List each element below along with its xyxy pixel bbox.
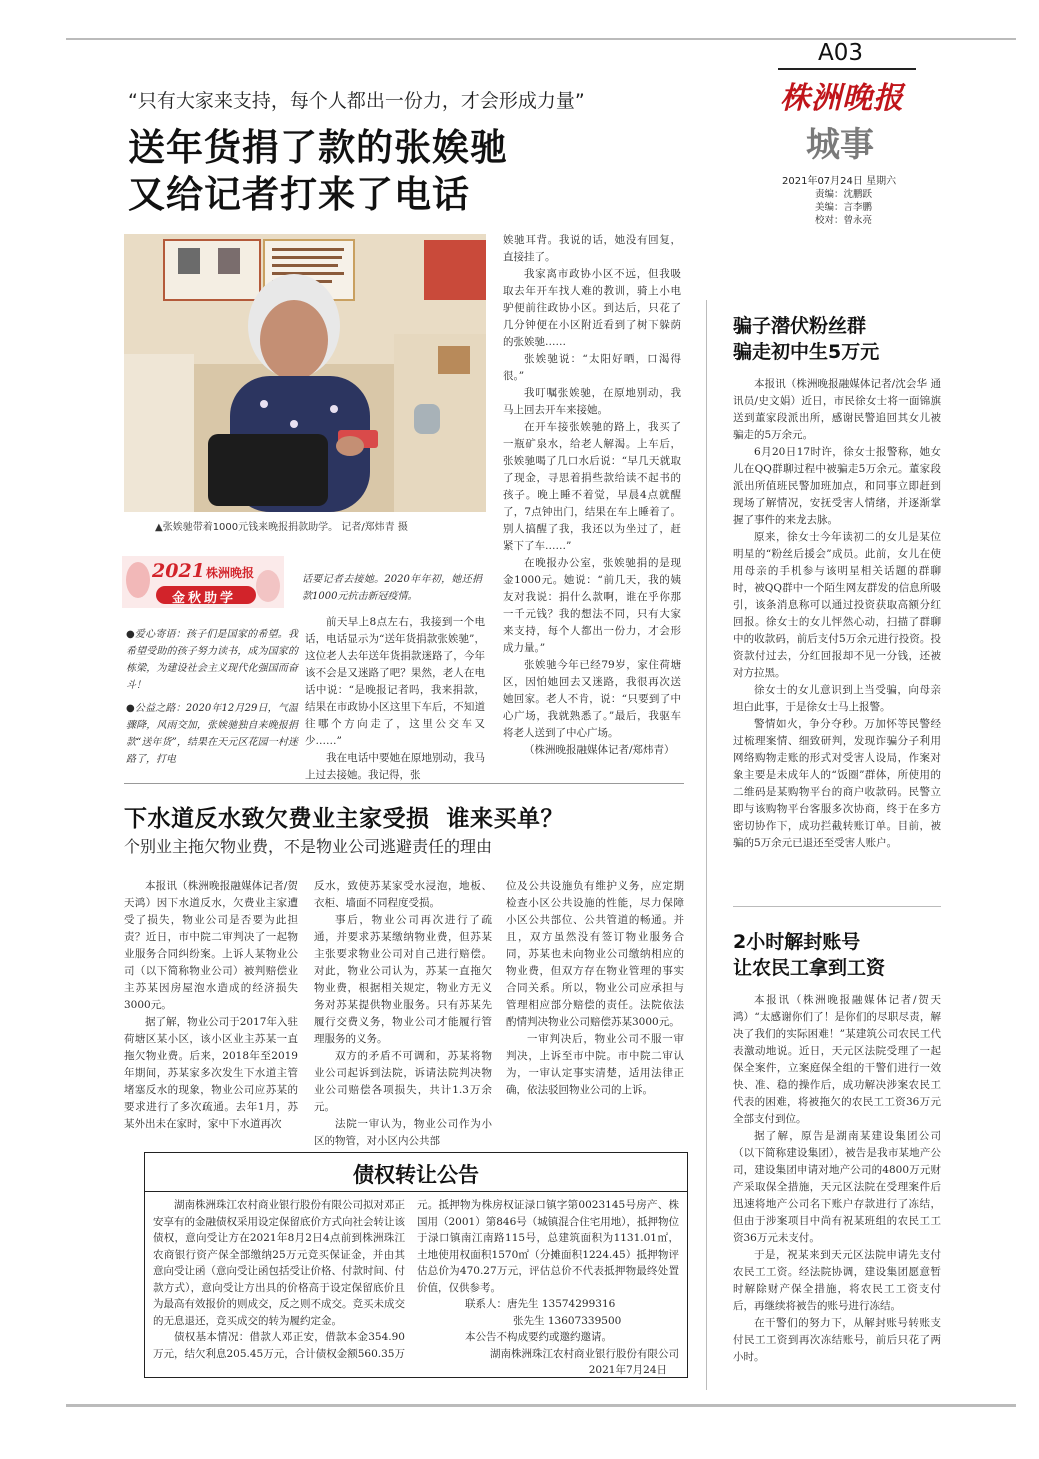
notice-contact-label: 联系人： (465, 1298, 507, 1310)
sewer-c3-p1: 位及公共设施负有维护义务，应定期检查小区公共设施的性能，尽力保障小区公共部位、公共管道的畅通。并且，双方虽然没有签订物业服务合同，苏某也未向物业公司缴纳相应的物业费，但双方存在物业管理的事实合同关系。所以，物业公司应承担与管理相应部分赔偿的责任。法院依法酌情判决物业公司赔偿苏某3000元。 (506, 880, 684, 1028)
debt-notice-box (144, 1152, 688, 1378)
masthead-rule (778, 68, 916, 70)
wage-body (733, 992, 941, 1366)
lead-right-p3: 张娭驰说：“太阳好晒，口渴得很。” (503, 353, 681, 382)
scam-p2: 6月20日17时许，徐女士报警称，她女儿在QQ群聊过程中被骗走5万余元。董家段派出所值班民警加班加点，和同事立即赶到现场了解情况，安抚受害人情绪，并逐渐掌握了事件的来龙去脉。 (733, 446, 941, 526)
lead-tail-text: 话要记者去接她。2020年年初，她还捐款1000元抗击新冠疫情。 (302, 574, 482, 602)
notice-contact-1: 唐先生 13574299316 (507, 1298, 616, 1310)
lead-title-line2: 又给记者打来了电话 (128, 173, 470, 216)
designer-credit: 美编：言李鹏 (815, 202, 873, 213)
editor-credit: 责编：沈鹏跃 (815, 189, 873, 200)
sewer-c2-p1: 反水，致使苏某家受水浸泡，地板、衣柜、墙面不同程度受损。 (314, 880, 492, 909)
lead-notes-column (126, 626, 298, 768)
proofreader-credit: 校对：曾永亮 (815, 215, 873, 226)
scam-title-line2: 骗走初中生5万元 (733, 341, 880, 363)
right-mid-rule (733, 906, 941, 907)
lead-title-line1: 送年货捐了款的张娭驰 (128, 126, 508, 169)
lead-right-p1: 娭驰耳背。我说的话，她没有回复，直接挂了。 (503, 234, 681, 263)
love-message: ●爱心寄语：孩子们是国家的希望。我希望受助的孩子努力读书，成为国家的栋梁，为建设社会主义现代化强国而奋斗！ (126, 629, 298, 691)
notice-date: 2021年7月24日 (588, 1364, 667, 1376)
badge-campaign: 金秋助学 (172, 591, 237, 606)
notice-title: 债权转让公告 (353, 1163, 479, 1187)
sewer-c2-p3: 双方的矛盾不可调和，苏某将物业公司起诉到法院，诉请法院判决物业公司赔偿各项损失，共计1.3万余元。 (314, 1050, 492, 1113)
wage-title-line1: 2小时解封账号 (733, 931, 861, 953)
lead-right-p4: 我叮嘱张娭驰，在原地别动，我马上回去开车来接她。 (503, 387, 681, 416)
lead-byline: （株洲晚报融媒体记者/郑炜青） (524, 744, 675, 756)
lead-right-p7: 张娭驰今年已经79岁，家住荷塘区，因怕她回去又迷路，我很再次送她回家。老人不肯，说：“只要到了中心广场，我就熟悉了。”最后，我驱车将老人送到了中心广场。 (503, 659, 681, 739)
wage-p1: 本报讯（株洲晚报融媒体记者/贺天鸿）“太感谢你们了！是你们的尽职尽责，解决了我们的实际困难！”某建筑公司农民工代表激动地说。近日，天元区法院受理了一起保全案件，立案庭保全组的干警们进行一效快、准、稳的操作后，成功解决涉案农民工代表的困难，将被拖欠的农民工工资36万元全部支付到位。 (733, 994, 941, 1125)
sewer-c1-p1: 本报讯（株洲晚报融媒体记者/贺天鸿）因下水道反水，欠费业主家遭受了损失，物业公司是否要为此担责？近日，市中院二审判决了一起物业服务合同纠纷案。上诉人某物业公司（以下简称物业公司）被判赔偿业主苏某因房屋泡水造成的经济损失3000元。 (124, 880, 298, 1011)
notice-col2 (417, 1197, 679, 1379)
scam-p3: 原来，徐女士今年读初二的女儿是某位明星的“粉丝后援会”成员。此前，女儿在使用母亲的手机参与该明星相关话题的群聊时，被QQ群中一个陌生网友群发的信息所吸引，该条消息称可以通过投资获取高额分红回报。徐女士的女儿怦然心动，扫描了群聊中的收款码，前后支付5万余元进行投资。投资款付过去，分红回报却不见一分钱，还被对方拉黑。 (733, 531, 941, 679)
notice-disclaimer: 本公告不构成要约或邀约邀请。 (465, 1331, 612, 1343)
wage-p2: 据了解，原告是湖南某建设集团公司（以下简称建设集团），被告是我市某地产公司，建设集团申请对地产公司的4800万元财产采取保全措施，天元区法院在受理案件后迅速将地产公司名下账户存款进行了冻结，但由于涉案项目中尚有祝某班组的农民工工资36万元未支付。 (733, 1130, 941, 1244)
sewer-col3 (506, 878, 684, 1099)
sewer-c2-p2: 事后，物业公司再次进行了疏通，并要求苏某缴纳物业费，但苏某主张要求物业公司对自己进行赔偿。对此，物业公司认为，苏某一直拖欠物业费，根据相关规定，物业方无义务对苏某提供物业服务。只有苏某先履行交费义务，物业公司才能履行管理服务的义务。 (314, 914, 492, 1045)
sewer-col1 (124, 878, 298, 1133)
photo-illustration (124, 234, 486, 512)
sewer-col2 (314, 878, 492, 1150)
scam-p1: 本报讯（株洲晚报融媒体记者/沈会华 通讯员/史文娟）近日，市民徐女士将一面锦旗送到董家段派出所，感谢民警追回其女儿被骗走的5万余元。 (733, 378, 941, 441)
notice-c2-text: 元。抵押物为株房权证渌口镇字第0023145号房产、株国用（2001）第846号（城镇混合住宅用地），抵押物位于渌口镇南江南路115号，总建筑面积为1131.01㎡，土地使用权面积1570㎡（分摊面积1224.45）抵押物评估总价为470.27万元，评估总价不代表抵押物最终处置价值，仅供参考。 (417, 1199, 680, 1294)
wage-p4: 在干警们的努力下，从解封账号转账支付民工工资到再次冻结账号，前后只花了两小时。 (733, 1317, 941, 1363)
paper-logo: 株洲晚报 (780, 81, 904, 116)
lead-mid-p1: 前天早上8点左右，我接到一个电话，电话显示为“送年货捐款张娭驰”，这位老人去年送年货捐款迷路了，今年该不会是又迷路了吧？果然，老人在电话中说：“是晚报记者吗，我来捐款，结果在市政协小区这里下车后，不知道往哪个方向走了，这里公交车又少……” (305, 616, 485, 747)
notice-signer: 湖南株洲珠江农村商业银行股份有限公司 (490, 1347, 679, 1360)
lead-column-right (503, 232, 681, 759)
lead-photo (124, 234, 486, 512)
scam-body (733, 376, 941, 852)
bottom-rule (66, 1404, 1016, 1407)
wage-p3: 于是，祝某来到天元区法院申请先支付农民工工资。经法院协调，建设集团愿意暂时解除财产保全措施，将农民工工资支付后，再继续将被告的账号进行冻结。 (733, 1249, 941, 1312)
charity-road: ●公益之路：2020年12月29日，气温骤降，风雨交加，张娭驰独自来晚报捐款“送年货”，结果在天元区花园一村迷路了，打电 (126, 703, 298, 765)
notice-contact-2: 张先生 13607339500 (513, 1314, 622, 1327)
sewer-subtitle: 个别业主拖欠物业费，不是物业公司逃避责任的理由 (124, 837, 493, 856)
notice-col1 (153, 1197, 405, 1362)
lead-column-mid (305, 614, 485, 784)
sewer-c2-p4: 法院一审认为，物业公司作为小区的物管，对小区内公共部 (314, 1118, 492, 1147)
section-name: 城事 (806, 125, 874, 165)
sewer-c3-p2: 一审判决后，物业公司不服一审判决，上诉至市中院。市中院二审认为，一审认定事实清楚，适用法律正确，依法驳回物业公司的上诉。 (506, 1033, 684, 1096)
scam-p5: 警情如火，争分夺秒。万加怀等民警经过梳理案情、细致研判，发现诈骗分子利用网络购物走账的形式对受害人设局，作案对象主要是未成年人的“饭圈”群体，所使用的二维码是某购物平台的商户收款码。民警立即与该购物平台客服多次协商，终于在多方密切协作下，成功拦截转账订单。目前，被骗的5万余元已退还至受害人账户。 (733, 718, 941, 849)
lead-notes-tail (302, 571, 482, 605)
lead-kicker: “只有大家来支持，每个人都出一份力，才会形成力量” (128, 90, 585, 112)
notice-title-rule (145, 1191, 687, 1192)
scam-p4: 徐女士的女儿意识到上当受骗，向母亲坦白此事，于是徐女士马上报警。 (733, 684, 941, 713)
top-rule (66, 38, 1016, 40)
lead-right-p5: 在开车接张娭驰的路上，我买了一瓶矿泉水，给老人解渴。上车后，张娭驰喝了几口水后说：“早几天就取了现金，寻思着捐些款给读不起书的孩子。晚上睡不着觉，早晨4点就醒了，7点钟出门，结果在车上睡着了。别人搞醒了我，我还以为坐过了，赶紧下了车……” (503, 421, 681, 552)
lead-mid-p2: 我在电话中要她在原地别动，我马上过去接她。我记得，张 (305, 752, 485, 781)
badge-year: 2021 (152, 560, 205, 582)
notice-c1-p1: 湖南株洲珠江农村商业银行股份有限公司拟对邓正安享有的金融债权采用设定保留底价方式向社会转让该债权，意向受让方在2021年8月2日4点前到株洲珠江农商银行资产保全部缴纳25万元竞买保证金，并由其意向受让函（意向受让函包括受让价格、付款时间、付款方式），意向受让方出具的价格高于设定保留底价且为最高有效报价的则成交，反之则不成交。竞买未成交的无息退还，竞买成交的转为履约定金。 (153, 1199, 405, 1327)
lead-right-p6: 在晚报办公室，张娭驰捐的是现金1000元。她说：“前几天，我的姨友对我说：捐什么款啊，谁在乎你那一千元钱？我的想法不同，只有大家来支持，每个人都出一份力，才会形成力量。” (503, 557, 681, 654)
right-column-rule (706, 300, 707, 1390)
notice-c1-p2: 债权基本情况：借款人邓正安，借款本金354.90万元，结欠利息205.45万元，合计债权金额560.35万 (153, 1331, 405, 1360)
lead-bottom-rule (124, 783, 684, 784)
wage-title-line2: 让农民工拿到工资 (733, 957, 886, 979)
campaign-badge (122, 556, 284, 608)
sewer-c1-p2: 据了解，物业公司于2017年入驻荷塘区某小区，该小区业主苏某一直拖欠物业费。后来，2018年至2019年期间，苏某家多次发生下水道主管堵塞反水的现象，物业公司应苏某的要求进行了多次疏通。去年1月，苏某外出未在家时，家中下水道再次 (124, 1016, 298, 1130)
lead-right-p2: 我家离市政协小区不远，但我吸取去年开车找人难的教训，骑上小电驴便前往政协小区。到达后，只花了几分钟便在小区附近看到了树下躲荫的张娭驰…… (503, 268, 681, 348)
notice-contacts (417, 1296, 679, 1329)
issue-date: 2021年07月24日 星期六 (782, 176, 897, 187)
badge-brand: 株洲晚报 (206, 566, 255, 580)
photo-caption: ▲张娭驰带着1000元钱来晚报捐款助学。 记者/郑炜青 摄 (155, 522, 408, 533)
sewer-title: 下水道反水致欠费业主家受损 谁来买单？ (124, 806, 565, 832)
page-number: A03 (818, 40, 864, 66)
scam-title-line1: 骗子潜伏粉丝群 (733, 315, 867, 337)
